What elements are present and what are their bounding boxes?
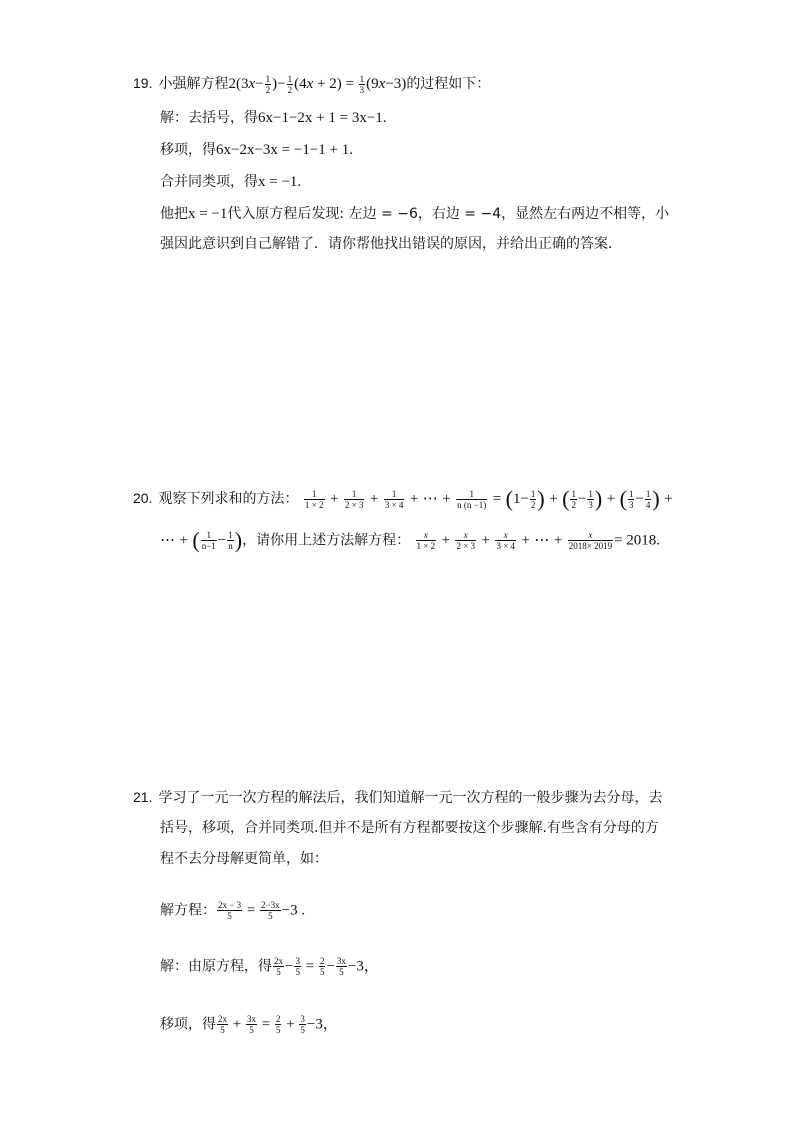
fraction bbox=[273, 956, 284, 977]
numerator: 1 bbox=[588, 488, 593, 499]
denominator: 5 bbox=[300, 1025, 305, 1035]
numerator: x bbox=[495, 530, 516, 541]
fraction bbox=[628, 489, 635, 510]
fraction bbox=[495, 530, 516, 551]
plus: + bbox=[369, 491, 379, 507]
q19-check-line2 bbox=[160, 234, 622, 254]
plus: + bbox=[179, 532, 188, 549]
plus: + bbox=[481, 532, 490, 549]
numerator: 1 bbox=[571, 488, 576, 499]
plus: + bbox=[441, 532, 451, 549]
q19-intro-post: 的过程如下： bbox=[406, 76, 491, 92]
numerator: 1 bbox=[456, 489, 487, 500]
numerator: 1 bbox=[359, 74, 365, 85]
q19-step1 bbox=[160, 108, 387, 128]
denominator: 5 bbox=[295, 967, 300, 977]
question-number: 21. bbox=[133, 789, 153, 805]
eq-part: −3) bbox=[385, 76, 407, 92]
fraction bbox=[456, 489, 487, 510]
numerator: 1 bbox=[265, 74, 271, 85]
numerator: 3 bbox=[295, 956, 300, 966]
denominator: 5 bbox=[249, 1025, 254, 1035]
step-equation: 6x−2x−3x = −1−1 + 1. bbox=[216, 142, 354, 158]
text: 强因此意识到自己解错了．请你帮他找出错误的原因，并给出正确的答案． bbox=[160, 236, 622, 252]
fraction bbox=[201, 530, 217, 551]
q21-solution-step1: 解：由原方程，得 $\frac{2x}{5}$ − $\frac{3}{5}$ = $\frac{2}{5}$ − $\frac{3x}{5}$ −3， bbox=[160, 956, 379, 977]
fraction bbox=[416, 530, 437, 551]
q21-text: 程不去分母解更简单，如： bbox=[160, 851, 328, 867]
tail: −3， bbox=[306, 1016, 338, 1033]
denominator: 5 bbox=[220, 1025, 225, 1035]
denominator: 5 bbox=[319, 967, 325, 977]
paren: ( bbox=[505, 486, 513, 511]
numerator: x bbox=[568, 530, 613, 541]
plus: + bbox=[521, 532, 530, 549]
denominator: 3 bbox=[588, 499, 593, 510]
numerator: 1 bbox=[645, 488, 651, 499]
fraction bbox=[570, 489, 577, 510]
denominator: 4 bbox=[645, 499, 651, 510]
q19-intro: 小强解方程 bbox=[158, 76, 229, 92]
q19-title bbox=[133, 73, 490, 95]
plus: + bbox=[553, 532, 563, 549]
q20-intro: 观察下列求和的方法： bbox=[158, 491, 299, 507]
eq-part: 2(3 bbox=[228, 76, 249, 92]
fraction bbox=[304, 489, 325, 510]
term: 1 bbox=[512, 491, 521, 507]
eq-part: (4 bbox=[294, 76, 307, 92]
denominator: n−1 bbox=[201, 541, 216, 551]
q21-text: 学习了一元一次方程的解法后，我们知道解一元一次方程的一般步骤为去分母，去 bbox=[158, 790, 663, 806]
plus: + bbox=[549, 491, 558, 507]
denominator: 2018× 2019 bbox=[568, 541, 613, 551]
fraction bbox=[384, 489, 405, 510]
denominator: 2 bbox=[265, 85, 271, 96]
fraction bbox=[275, 1014, 282, 1035]
denominator: 5 bbox=[268, 911, 273, 921]
q20-line1: 20. 观察下列求和的方法： $\frac{1}{1 \times 2}$ + $\frac{1}{2 \times 3}$ + $\frac{1}{3 \times 4}$ + ⋯ + $\frac{1}{n (n -1)}$ = (1− $\frac{1}{2}$ ) + ( $\frac{1}{2}$ − $\frac{1}{3}$ ) + ( $\frac{1}{3}$ − $\frac{1}{4}$ ) + bbox=[133, 486, 673, 511]
numerator: 1 bbox=[530, 488, 536, 499]
numerator: 2 bbox=[319, 956, 325, 966]
text: 他把 bbox=[160, 206, 188, 222]
plus: + bbox=[664, 491, 673, 507]
denominator: 3 × 4 bbox=[496, 541, 516, 551]
ellipsis: ⋯ bbox=[534, 532, 550, 549]
eq-part: + 2) = bbox=[313, 76, 358, 92]
fraction bbox=[294, 956, 301, 977]
step-label: 解：去括号，得 bbox=[160, 110, 258, 126]
label: 移项，得 bbox=[160, 1016, 216, 1033]
fraction bbox=[530, 489, 537, 510]
q21-line2 bbox=[160, 818, 659, 838]
eq-part: (9 bbox=[366, 76, 379, 92]
label: 解：由原方程，得 bbox=[160, 958, 272, 975]
fraction bbox=[265, 74, 272, 95]
numerator: x bbox=[455, 530, 476, 541]
fraction bbox=[359, 74, 366, 95]
var-x: x bbox=[378, 76, 386, 92]
q21-solution-step2: 移项，得 $\frac{2x}{5}$ + $\frac{3x}{5}$ = $\frac{2}{5}$ + $\frac{3}{5}$ −3， bbox=[160, 1014, 338, 1035]
numerator: 2 bbox=[275, 1014, 281, 1024]
fraction bbox=[287, 74, 294, 95]
var-x: x bbox=[248, 76, 256, 92]
numerator: 2x − 3 bbox=[218, 900, 242, 910]
numerator: 1 bbox=[287, 74, 293, 85]
step-equation: x = −1. bbox=[258, 174, 302, 190]
q21-example-eq: 解方程： $\frac{2x - 3}{5}$ = $\frac{2-3x}{5}$ −3 . bbox=[160, 900, 306, 921]
numerator: 1 bbox=[628, 488, 634, 499]
denominator: 5 bbox=[339, 967, 344, 977]
numerator: 3x bbox=[336, 956, 346, 966]
numerator: 1 bbox=[384, 489, 405, 500]
numerator: 2−3x bbox=[261, 900, 280, 910]
step-equation: 6x−1−2x + 1 = 3x−1. bbox=[258, 110, 387, 126]
numerator: 1 bbox=[344, 489, 365, 500]
q20-instruction: ，请你用上述方法解方程： bbox=[242, 532, 411, 549]
question-number: 20. bbox=[133, 490, 153, 506]
rhs: = 2018. bbox=[614, 532, 661, 549]
minus: − bbox=[277, 76, 286, 92]
denominator: 1 × 2 bbox=[416, 541, 436, 551]
fraction bbox=[455, 530, 476, 551]
denominator: n bbox=[228, 541, 233, 551]
fraction bbox=[568, 530, 613, 551]
numerator: 3 bbox=[300, 1014, 305, 1024]
fraction bbox=[217, 1014, 228, 1035]
minus: − bbox=[255, 76, 264, 92]
denominator: 1 × 2 bbox=[304, 499, 324, 510]
denominator: 3 bbox=[359, 85, 365, 96]
fraction bbox=[299, 1014, 306, 1035]
fraction bbox=[336, 956, 347, 977]
equation: x = −1 bbox=[188, 206, 228, 222]
tail: −3， bbox=[347, 958, 379, 975]
numerator: 3x bbox=[246, 1014, 256, 1024]
fraction bbox=[227, 530, 234, 551]
plus: + bbox=[442, 491, 451, 507]
q19-equation bbox=[228, 74, 407, 96]
q21-text: 括号，移项，合并同类项.但并不是所有方程都要按这个步骤解.有些含有分母的方 bbox=[160, 820, 659, 836]
fraction bbox=[319, 956, 326, 977]
denominator: 2 bbox=[571, 499, 576, 510]
q20-line2: ⋯ + ( $\frac{1}{n-1}$ − $\frac{1}{n}$ )，请你用上述方法解方程： $\frac{x}{1 \times 2}$ + $\frac{x}{2 \times 3}$ + $\frac{x}{3 \times 4}$ + ⋯ + $\frac{x}{2018\times 2019}$ = 2018. bbox=[160, 527, 661, 553]
fraction bbox=[246, 1014, 257, 1035]
denominator: 5 bbox=[227, 911, 232, 921]
step-label: 合并同类项，得 bbox=[160, 174, 258, 190]
denominator: 2 × 3 bbox=[456, 541, 476, 551]
numerator: 1 bbox=[304, 489, 325, 500]
q19-check-line1 bbox=[160, 204, 669, 224]
ellipsis: ⋯ bbox=[422, 491, 438, 507]
numerator: 1 bbox=[228, 530, 233, 540]
denominator: 2 bbox=[530, 499, 536, 510]
fraction bbox=[344, 489, 365, 510]
label: 解方程： bbox=[160, 902, 216, 919]
q21-line1 bbox=[133, 787, 662, 808]
denominator: 3 bbox=[628, 499, 634, 510]
plus: + bbox=[329, 491, 339, 507]
numerator: 2x bbox=[274, 956, 283, 966]
text: 代入原方程后发现: 左边 = −6，右边 = −4，显然左右两边不相等，小 bbox=[227, 206, 670, 222]
tail: −3 . bbox=[281, 902, 306, 919]
plus: + bbox=[409, 491, 419, 507]
ellipsis: ⋯ bbox=[160, 532, 175, 549]
fraction bbox=[587, 489, 594, 510]
var-x: x bbox=[306, 76, 314, 92]
numerator: 2x bbox=[218, 1014, 227, 1024]
plus: + bbox=[606, 491, 616, 507]
denominator: 2 × 3 bbox=[344, 499, 364, 510]
q19-step2 bbox=[160, 140, 353, 160]
equals: = bbox=[492, 491, 502, 507]
q21-line3 bbox=[160, 849, 328, 869]
question-number: 19. bbox=[133, 75, 153, 91]
denominator: 2 bbox=[287, 85, 293, 96]
denominator: 5 bbox=[275, 1025, 281, 1035]
step-label: 移项，得 bbox=[160, 142, 216, 158]
denominator: n (n −1) bbox=[457, 499, 487, 510]
denominator: 5 bbox=[276, 967, 281, 977]
fraction bbox=[645, 489, 652, 510]
numerator: 1 bbox=[201, 530, 217, 541]
fraction bbox=[217, 900, 242, 921]
q19-step3 bbox=[160, 172, 301, 192]
denominator: 3 × 4 bbox=[384, 499, 404, 510]
eq-part: ) bbox=[272, 76, 278, 92]
fraction bbox=[260, 900, 281, 921]
numerator: x bbox=[416, 530, 437, 541]
